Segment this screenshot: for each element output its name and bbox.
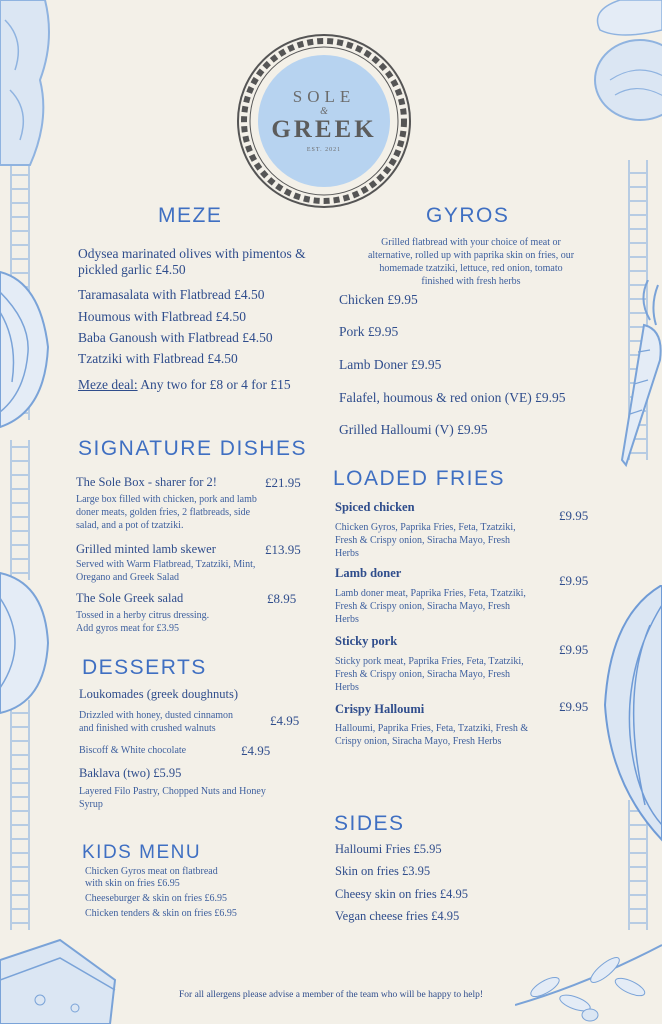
meze-deal-text: Any two for £8 or 4 for £15 xyxy=(137,377,291,392)
gyros-item: Grilled Halloumi (V) £9.95 xyxy=(339,422,488,437)
desc-line: Herbs xyxy=(335,682,359,693)
loaded-fries-heading: LOADED FRIES xyxy=(333,467,506,490)
restaurant-logo xyxy=(236,33,412,209)
bottom-left-cheese-sketch-icon xyxy=(0,920,120,1024)
left-vegetable-sketch-icon xyxy=(0,568,50,718)
dessert-name: Baklava (two) £5.95 xyxy=(79,766,182,780)
left-greek-key-border-lower xyxy=(10,440,30,580)
desc-line: Layered Filo Pastry, Chopped Nuts and Honey xyxy=(79,786,266,797)
loaded-fries-desc xyxy=(335,587,526,626)
gyros-item: Lamb Doner £9.95 xyxy=(339,357,442,372)
logo-ampersand: & xyxy=(320,106,328,117)
desc-line: Sticky pork meat, Paprika Fries, Feta, Tzatziki, xyxy=(335,656,524,667)
loaded-fries-desc xyxy=(335,722,528,748)
dessert-price: £4.95 xyxy=(270,713,300,728)
desc-line: Fresh & Crispy onion, Siracha Mayo, Fresh xyxy=(335,535,510,546)
dessert-price: £4.95 xyxy=(241,743,271,758)
desc-line: Syrup xyxy=(79,799,103,810)
kids-item: with skin on fries £6.95 xyxy=(85,878,180,889)
desc-line: Fresh & Crispy onion, Siracha Mayo, Fresh xyxy=(335,601,510,612)
signature-dish-name: The Sole Greek salad xyxy=(76,591,184,605)
logo-word-greek: GREEK xyxy=(271,116,377,143)
sides-item: Halloumi Fries £5.95 xyxy=(335,842,442,856)
desserts-heading: DESSERTS xyxy=(82,656,207,679)
dessert-desc xyxy=(79,709,233,735)
meze-item: pickled garlic £4.50 xyxy=(78,262,186,277)
meze-item: Baba Ganoush with Flatbread £4.50 xyxy=(78,330,273,345)
kids-item: Chicken Gyros meat on flatbread xyxy=(85,866,218,877)
kids-item: Chicken tenders & skin on fries £6.95 xyxy=(85,908,237,919)
meze-deal-label: Meze deal: xyxy=(78,377,138,392)
gyros-item: Chicken £9.95 xyxy=(339,292,418,307)
desc-line: Large box filled with chicken, pork and lamb xyxy=(76,494,257,505)
loaded-fries-desc xyxy=(335,655,524,694)
desc-line: doner meats, golden fries, 2 flatbreads, side xyxy=(76,507,251,518)
loaded-fries-name: Spiced chicken xyxy=(335,500,415,514)
meze-item: Tzatziki with Flatbread £4.50 xyxy=(78,351,238,366)
kids-item: Cheeseburger & skin on fries £6.95 xyxy=(85,893,228,904)
sides-item: Skin on fries £3.95 xyxy=(335,864,431,878)
gyros-item: Pork £9.95 xyxy=(339,324,399,339)
meze-item: Houmous with Flatbread £4.50 xyxy=(78,309,246,324)
desc-line: and finished with crushed walnuts xyxy=(79,723,216,734)
sides-heading: SIDES xyxy=(334,812,405,835)
desc-line: salad, and a pot of tzatziki. xyxy=(76,520,184,531)
desc-line: Herbs xyxy=(335,614,359,625)
gyros-heading: GYROS xyxy=(426,204,510,227)
gyros-description-line: finished with fresh herbs xyxy=(421,276,521,287)
signature-dish-desc xyxy=(76,609,209,635)
loaded-fries-name: Sticky pork xyxy=(335,634,398,648)
top-left-sketch-icon xyxy=(0,0,60,170)
desc-line: Drizzled with honey, dusted cinnamon xyxy=(79,710,234,721)
bottom-right-olive-branch-sketch-icon xyxy=(515,925,662,1024)
logo-est-year: EST. 2021 xyxy=(306,147,342,153)
signature-dish-name: Grilled minted lamb skewer xyxy=(76,542,216,556)
sides-item: Cheesy skin on fries £4.95 xyxy=(335,887,468,901)
top-right-lemon-sketch-icon xyxy=(580,0,662,125)
desc-line: Herbs xyxy=(335,548,359,559)
left-greek-key-border-bottom xyxy=(10,700,30,930)
meze-heading: MEZE xyxy=(158,204,223,227)
gyros-description-line: Grilled flatbread with your choice of meat or xyxy=(381,237,561,248)
desc-line: Halloumi, Paprika Fries, Feta, Tzatziki, Fresh & xyxy=(335,723,529,734)
loaded-fries-price: £9.95 xyxy=(559,508,589,523)
desc-line: Served with Warm Flatbread, Tzatziki, Mint, xyxy=(76,559,256,570)
sides-item: Vegan cheese fries £4.95 xyxy=(335,909,460,923)
loaded-fries-desc xyxy=(335,521,516,560)
kids-menu-heading: KIDS MENU xyxy=(82,842,202,863)
desc-line: Oregano and Greek Salad xyxy=(76,572,180,583)
gyros-description xyxy=(340,236,602,288)
gyros-item: Falafel, houmous & red onion (VE) £9.95 xyxy=(339,390,566,405)
desc-line: Add gyros meat for £3.95 xyxy=(76,623,180,634)
signature-dish-desc xyxy=(76,493,257,532)
loaded-fries-price: £9.95 xyxy=(559,699,589,714)
gyros-description-line: alternative, rolled up with paprika skin on fries, our xyxy=(367,250,575,261)
meze-deal xyxy=(78,377,291,393)
loaded-fries-price: £9.95 xyxy=(559,573,589,588)
signature-dish-price: £13.95 xyxy=(265,542,301,557)
right-greek-key-border xyxy=(628,160,648,460)
desc-line: Crispy onion, Siracha Mayo, Fresh Herbs xyxy=(335,736,502,747)
signature-dish-price: £8.95 xyxy=(267,591,297,606)
desc-line: Tossed in a herby citrus dressing. xyxy=(76,610,210,621)
dessert-name: Biscoff & White chocolate xyxy=(79,745,187,756)
signature-dish-name: The Sole Box - sharer for 2! xyxy=(76,475,217,489)
kids-menu-list xyxy=(85,866,237,920)
meze-item: Taramasalata with Flatbread £4.50 xyxy=(78,287,265,302)
gyros-description-line: homemade tzatziki, lettuce, red onion, tomato xyxy=(379,263,563,274)
allergen-footer: For all allergens please advise a member of the team who will be happy to help! xyxy=(179,990,483,1000)
loaded-fries-name: Crispy Halloumi xyxy=(335,702,425,716)
left-greek-key-border xyxy=(10,160,30,420)
signature-dishes-heading: SIGNATURE DISHES xyxy=(78,437,307,460)
signature-dish-desc xyxy=(76,558,255,584)
meze-item: Odysea marinated olives with pimentos & xyxy=(78,246,306,261)
signature-dish-price: £21.95 xyxy=(265,475,301,490)
right-greek-key-border-bottom xyxy=(628,800,648,930)
desc-line: Fresh & Crispy onion, Siracha Mayo, Fresh xyxy=(335,669,510,680)
desc-line: Lamb doner meat, Paprika Fries, Feta, Tzatziki, xyxy=(335,588,526,599)
loaded-fries-name: Lamb doner xyxy=(335,566,402,580)
desc-line: Chicken Gyros, Paprika Fries, Feta, Tzatziki, xyxy=(335,522,516,533)
dessert-desc xyxy=(79,785,266,811)
dessert-name: Loukomades (greek doughnuts) xyxy=(79,687,238,701)
loaded-fries-price: £9.95 xyxy=(559,642,589,657)
logo-word-sole: SOLE xyxy=(292,87,356,106)
